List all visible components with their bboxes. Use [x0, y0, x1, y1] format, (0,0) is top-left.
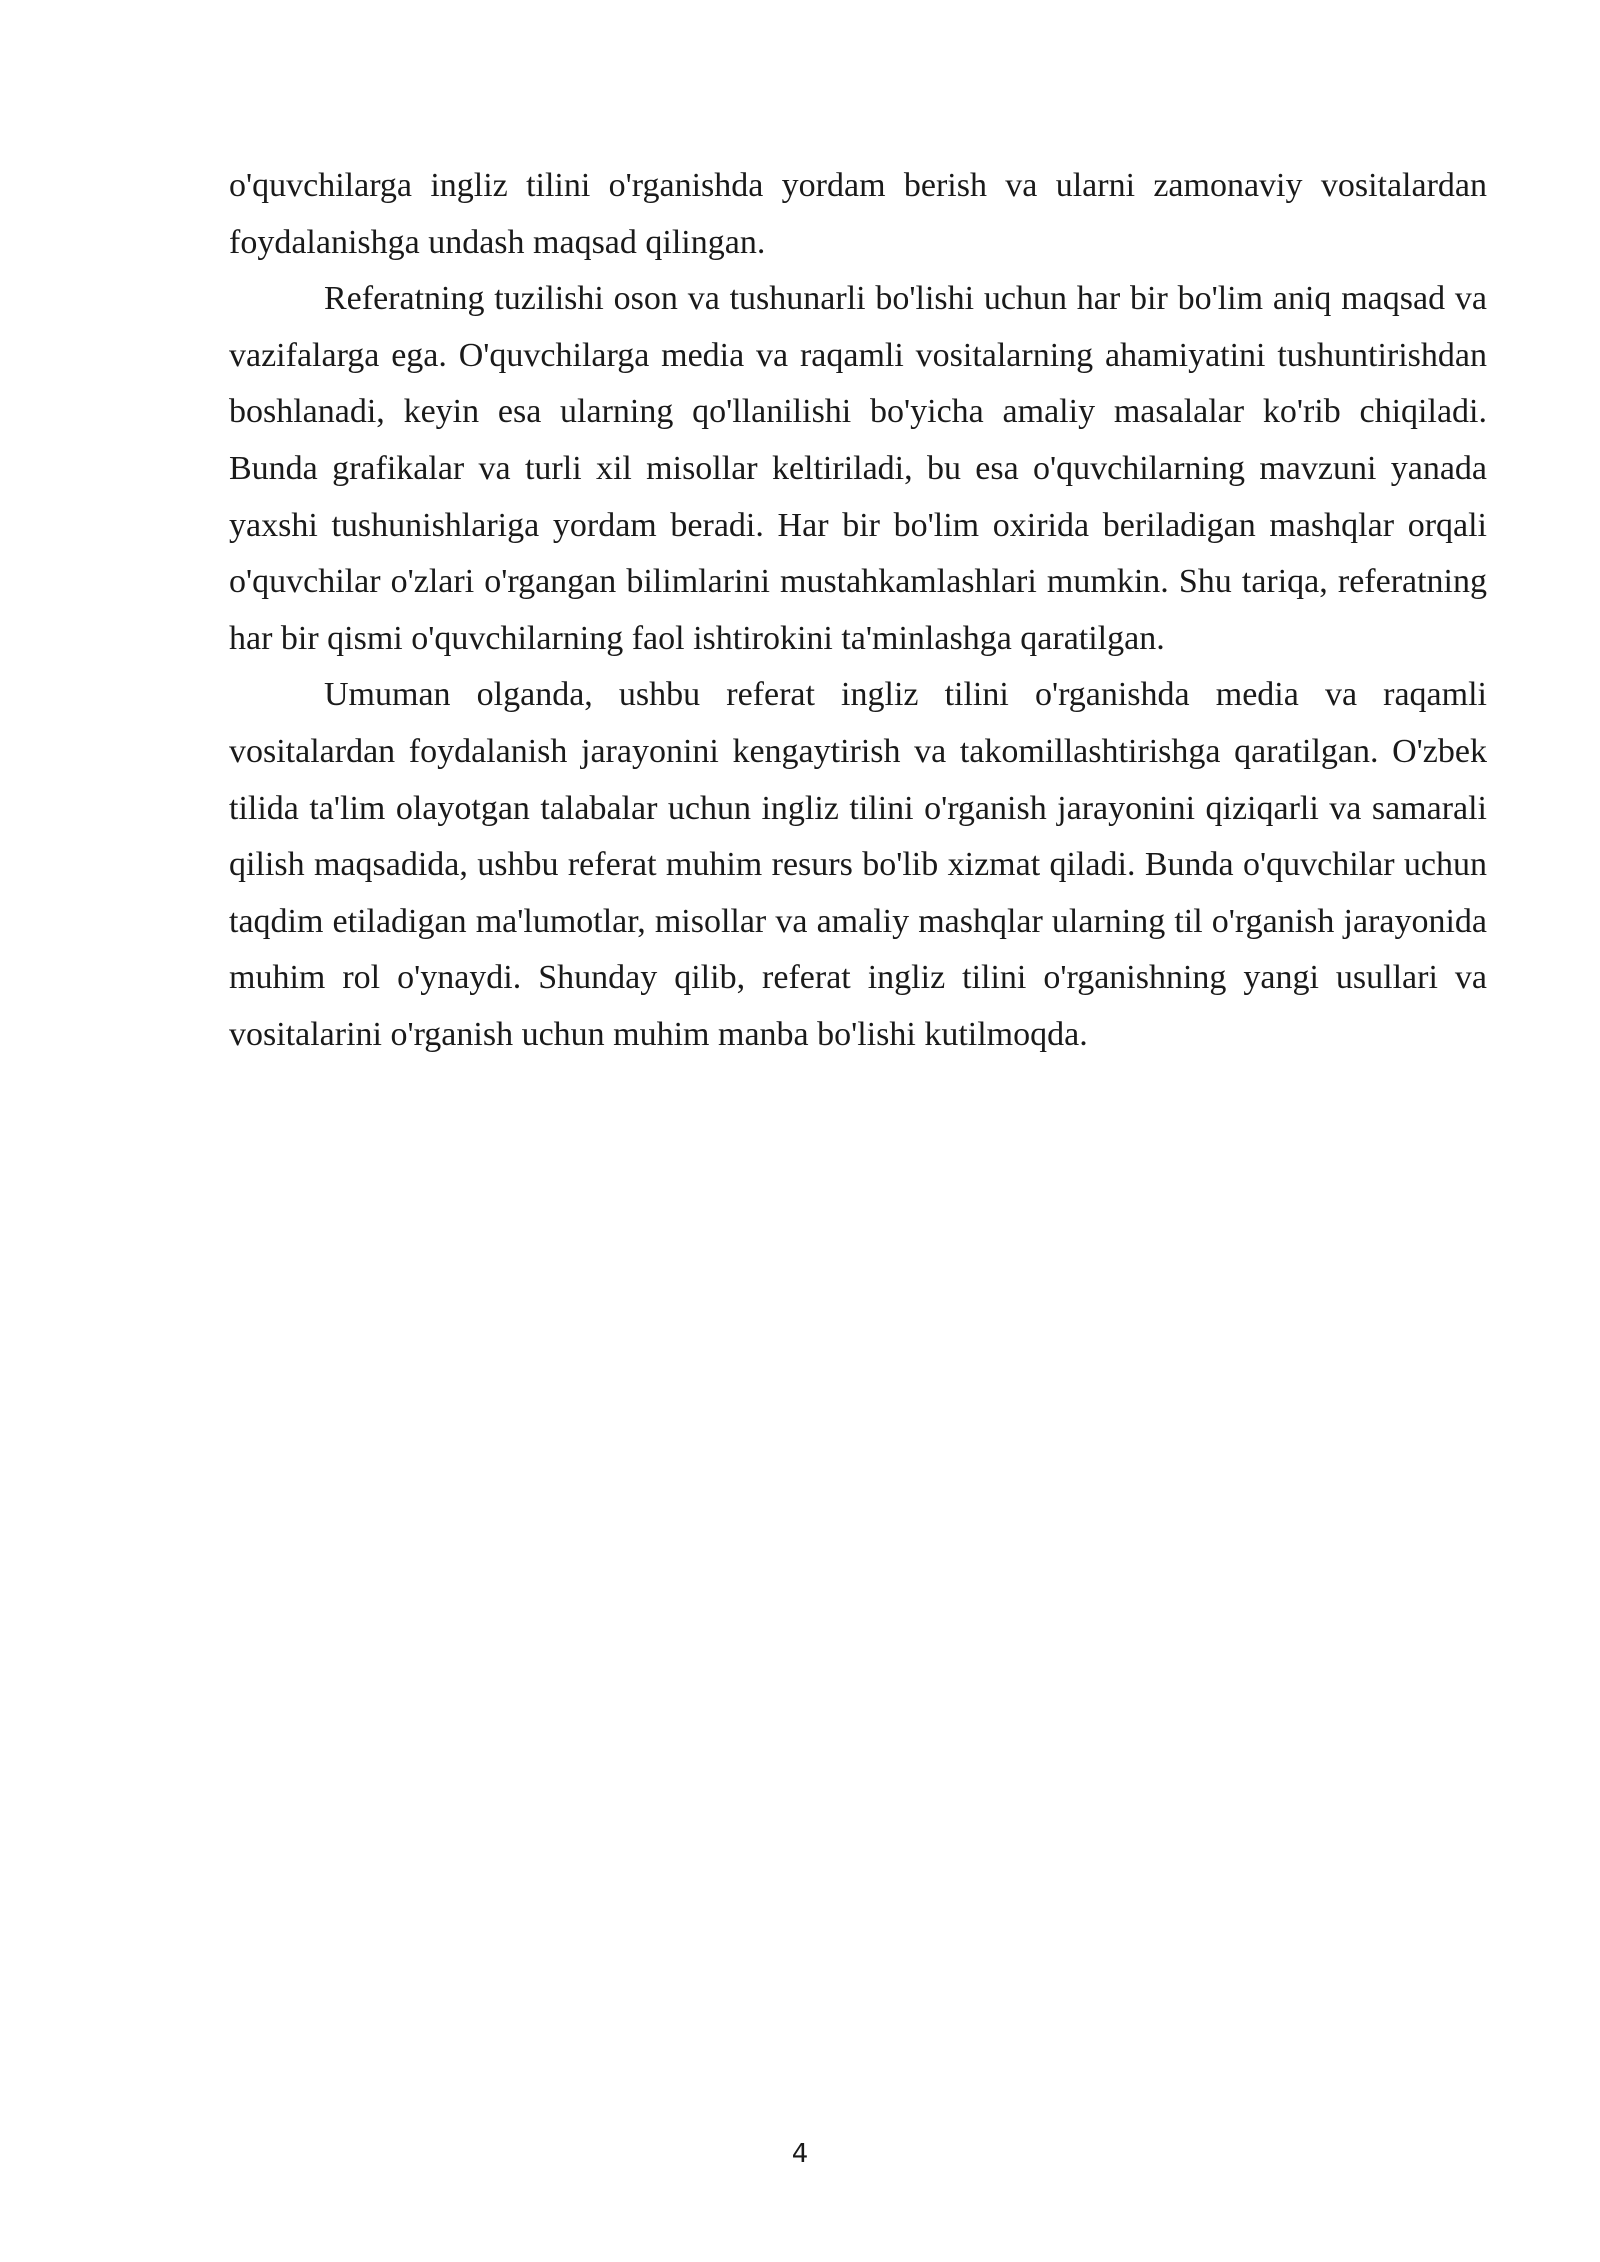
- paragraph: o'quvchilarga ingliz tilini o'rganishda yordam berish va ularni zamonaviy vositalardan foydalanishga undash maqsad qilingan.: [229, 167, 1487, 261]
- page-number: 4: [791, 2139, 809, 2169]
- paragraph: Umuman olganda, ushbu referat ingliz tilini o'rganishda media va raqamli vositalardan foydalanish jarayonini kengaytirish va takomillashtirishga qaratilgan. O'zbek tilida ta'lim olayotgan talabalar uchun ingliz tilini o'rganish jarayonini qiziqarli va samarali qilish maqsadida, ushbu referat muhim resurs bo'lib xizmat qiladi. Bunda o'quvchilar uchun taqdim etiladigan ma'lumotlar, misollar va amaliy mashqlar ularning til o'rganish jarayonida muhim rol o'ynaydi. Shunday qilib, referat ingliz tilini o'rganishning yangi usullari va vositalarini o'rganish uchun muhim manba bo'lishi kutilmoqda.: [229, 676, 1487, 1053]
- paragraph: Referatning tuzilishi oson va tushunarli bo'lishi uchun har bir bo'lim aniq maqsad va vazifalarga ega. O'quvchilarga media va raqamli vositalarning ahamiyatini tushuntirishdan boshlanadi, keyin esa ularning qo'llanilishi bo'yicha amaliy masalalar ko'rib chiqiladi. Bunda grafikalar va turli xil misollar keltiriladi, bu esa o'quvchilarning mavzuni yanada yaxshi tushunishlariga yordam beradi. Har bir bo'lim oxirida beriladigan mashqlar orqali o'quvchilar o'zlari o'rgangan bilimlarini mustahkamlashlari mumkin. Shu tariqa, referatning har bir qismi o'quvchilarning faol ishtirokini ta'minlashga qaratilgan.: [229, 280, 1487, 657]
- document-body: [229, 158, 1487, 1064]
